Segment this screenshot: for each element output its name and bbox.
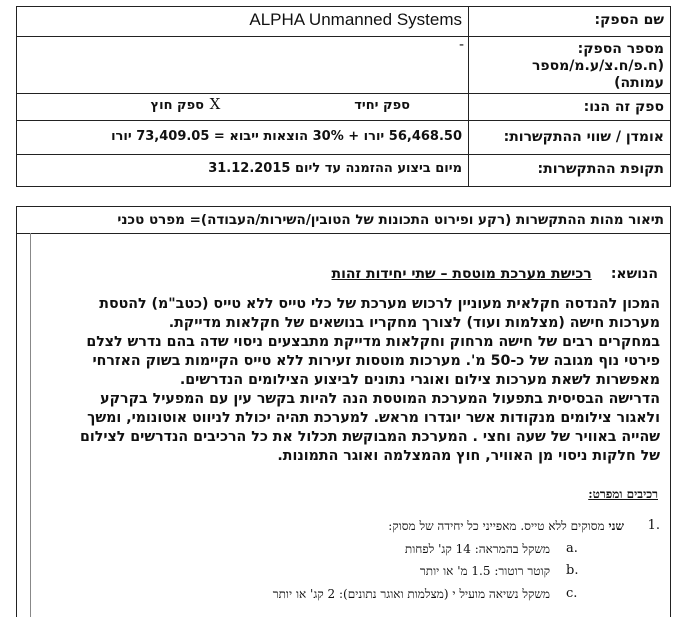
list-item-a-letter: a. <box>566 541 578 556</box>
subject-label: הנושא: <box>610 266 658 282</box>
supplier-number-label-line-2: (ח.פ/ח.צ/ע.מ/מספר <box>531 58 664 74</box>
body-line: שהייה באוויר של שעה וחצי . המערכת המבוקשת תכלול את כל הרכיבים הנדרשים לצילום <box>79 429 660 445</box>
body-line: הדרישה הבסיסית בתפעול המערכת המוטסת הנה להיות בקשר עין עם המפעיל בקרקע <box>100 391 660 407</box>
foreign-supplier-mark: X <box>209 95 221 113</box>
body-line: במחקרים רבים של חישה מרחוק וחקלאות מדייקת מתבצעים ניסוי שדה בהם נדרש לצלם <box>86 334 660 350</box>
body-line: מערכות חישה (מצלמות ועוד) לצורך מחקריו בנושאים של חקלאות מדייקת. <box>168 315 660 331</box>
list-intro <box>200 519 624 534</box>
supplier-type-label: ספק זה הנו: <box>583 99 664 115</box>
supplier-name-label: שם הספק: <box>594 12 664 28</box>
list-item-c-text: משקל נשיאה מועיל י (מצלמות ואוגר נתונים): 2 קג' או יותר <box>272 587 550 601</box>
description-header: תיאור מהות ההתקשרות (רקע ופירוט התכונות של הטובין/השירות/העבודה)= מפרט טכני <box>117 212 664 228</box>
estimate-label: אומדן / שווי ההתקשרות: <box>503 129 664 145</box>
list-number: 1. <box>647 518 660 533</box>
period-value: מיום ביצוע ההזמנה עד ליום 31.12.2015 <box>208 161 462 176</box>
body-line: מאפשרות לשאת מערכות צילום ואוגרי נתונים לביצוע הצילומים הנדרשים. <box>179 372 660 388</box>
body-line: ולאגור צילומים מנקודות אשר יוגדרו מראש. למערכת תהיה יכולת לניווט אוטונומי, ומשך <box>87 410 660 426</box>
supplier-number-label-line-1: מספר הספק: <box>577 41 664 57</box>
body-line: פירטי נוף מגובה של כ-50 מ'. מערכות מוטסות זעירות ללא טייס הקיימות בשוק האזרחי <box>92 353 660 369</box>
subject-line <box>150 263 658 282</box>
estimate-value: 56,468.50 יורו + 30% הוצאות ייבוא = 73,409.05 יורו <box>111 129 462 144</box>
list-item-c-letter: c. <box>566 586 578 601</box>
list-intro-text: מסוקים ללא טייס. מאפייני כל יחידה של מסוק: <box>388 519 609 533</box>
list-item-b-text: קוטר רוטור: 1.5 מ' או יותר <box>419 564 550 578</box>
description-body <box>22 295 660 466</box>
subject-value: רכישת מערכת מוטסת – שתי יחידות זהות <box>331 266 592 282</box>
body-line: של חלקות ניסוי מן האוויר, חוץ מהמצלמה ואוגר התמונות. <box>277 448 660 464</box>
components-title: רכיבים ומפרט: <box>588 487 658 501</box>
list-item-a-text: משקל בהמראה: 14 קג' לפחות <box>404 542 550 556</box>
supplier-number-value: - <box>458 37 464 53</box>
single-supplier-option: ספק יחיד <box>354 98 410 113</box>
supplier-number-label-line-3: עמותה) <box>614 75 664 91</box>
body-line: המכון להנדסה חקלאית מעוניין לרכוש מערכת של כלי טייס ללא טייס (כטב"מ) להטסת <box>99 296 660 312</box>
period-label: תקופת ההתקשרות: <box>537 161 664 177</box>
list-intro-bold: שני <box>608 519 624 533</box>
supplier-name-value: ALPHA Unmanned Systems <box>249 10 462 29</box>
list-item-b-letter: b. <box>566 563 579 578</box>
foreign-supplier-option: ספק חוץ <box>150 98 204 113</box>
